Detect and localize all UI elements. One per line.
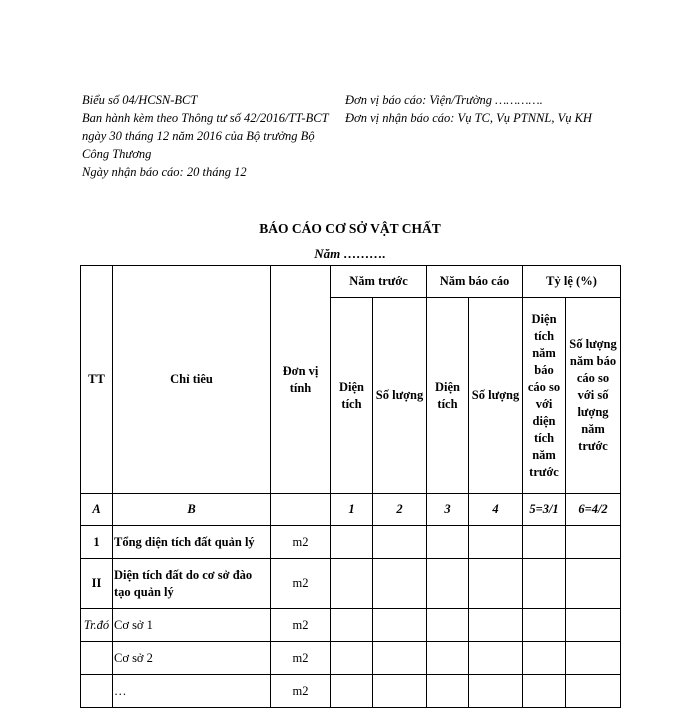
index-cell	[271, 494, 331, 526]
cell	[566, 675, 621, 708]
index-cell: 2	[373, 494, 427, 526]
index-cell: A	[81, 494, 113, 526]
col-tt: TT	[81, 266, 113, 494]
form-number: Biểu số 04/HCSN-BCT	[82, 93, 198, 107]
row-tt: 1	[81, 526, 113, 559]
cell	[427, 609, 469, 642]
row-don-vi: m2	[271, 675, 331, 708]
row-chi-tieu: Cơ sở 1	[113, 609, 271, 642]
cell	[469, 609, 523, 642]
index-cell: 5=3/1	[523, 494, 566, 526]
reporting-unit: Đơn vị báo cáo: Viện/Trường ………….	[345, 93, 543, 107]
cell	[331, 642, 373, 675]
cell	[523, 559, 566, 609]
cell	[523, 526, 566, 559]
col-nam-truoc: Năm trước	[331, 266, 427, 298]
cell	[469, 559, 523, 609]
table-row	[81, 526, 621, 559]
table-row	[81, 675, 621, 708]
cell	[523, 642, 566, 675]
row-chi-tieu: Tổng diện tích đất quản lý	[113, 526, 271, 559]
cell	[469, 642, 523, 675]
row-tt	[81, 675, 113, 708]
row-chi-tieu: Cơ sở 2	[113, 642, 271, 675]
cell	[469, 675, 523, 708]
cell	[566, 559, 621, 609]
row-don-vi: m2	[271, 609, 331, 642]
receive-date: Ngày nhận báo cáo: 20 tháng 12	[82, 165, 247, 179]
index-cell: B	[113, 494, 271, 526]
cell	[566, 609, 621, 642]
header-right	[345, 91, 607, 127]
row-tt: Tr.đó	[81, 609, 113, 642]
row-don-vi: m2	[271, 526, 331, 559]
table-row	[81, 642, 621, 675]
table-row	[81, 559, 621, 609]
row-tt	[81, 642, 113, 675]
cell	[373, 642, 427, 675]
receiving-unit: Đơn vị nhận báo cáo: Vụ TC, Vụ PTNNL, Vụ KH	[345, 111, 592, 125]
cell	[427, 559, 469, 609]
cell	[373, 609, 427, 642]
cell	[373, 526, 427, 559]
col-so-luong-prev: Số lượng	[373, 298, 427, 494]
cell	[427, 675, 469, 708]
row-don-vi: m2	[271, 642, 331, 675]
row-chi-tieu: Diện tích đất do cơ sở đào tạo quản lý	[113, 559, 271, 609]
cell	[523, 609, 566, 642]
facilities-table	[80, 265, 621, 708]
index-cell: 3	[427, 494, 469, 526]
cell	[331, 559, 373, 609]
index-cell: 4	[469, 494, 523, 526]
report-title: BÁO CÁO CƠ SỞ VẬT CHẤT	[259, 221, 441, 236]
row-don-vi: m2	[271, 559, 331, 609]
col-ratio-area: Diện tích năm báo cáo so với diện tích năm trước	[523, 298, 566, 494]
cell	[331, 526, 373, 559]
index-cell: 6=4/2	[566, 494, 621, 526]
issued-by-text: Ban hành kèm theo Thông tư số 42/2016/TT-BCT ngày 30 tháng 12 năm 2016 của Bộ trưởng Bộ Công Thương	[82, 111, 329, 161]
cell	[427, 642, 469, 675]
cell	[427, 526, 469, 559]
col-dien-tich-prev: Diện tích	[331, 298, 373, 494]
cell	[373, 675, 427, 708]
col-chi-tieu: Chỉ tiêu	[113, 266, 271, 494]
cell	[523, 675, 566, 708]
header-row-1	[81, 266, 621, 298]
cell	[373, 559, 427, 609]
col-nam-bao-cao: Năm báo cáo	[427, 266, 523, 298]
header-left	[82, 91, 334, 181]
col-so-luong-cur: Số lượng	[469, 298, 523, 494]
cell	[566, 526, 621, 559]
col-ty-le: Tỷ lệ (%)	[523, 266, 621, 298]
cell	[469, 526, 523, 559]
row-tt: II	[81, 559, 113, 609]
col-dien-tich-cur: Diện tích	[427, 298, 469, 494]
report-year: Năm ……….	[314, 246, 386, 261]
col-ratio-count: Số lượng năm báo cáo so với số lượng năm trước	[566, 298, 621, 494]
cell	[566, 642, 621, 675]
cell	[331, 675, 373, 708]
col-don-vi: Đơn vị tính	[271, 266, 331, 494]
index-row	[81, 494, 621, 526]
cell	[331, 609, 373, 642]
row-chi-tieu: …	[113, 675, 271, 708]
table-row	[81, 609, 621, 642]
index-cell: 1	[331, 494, 373, 526]
